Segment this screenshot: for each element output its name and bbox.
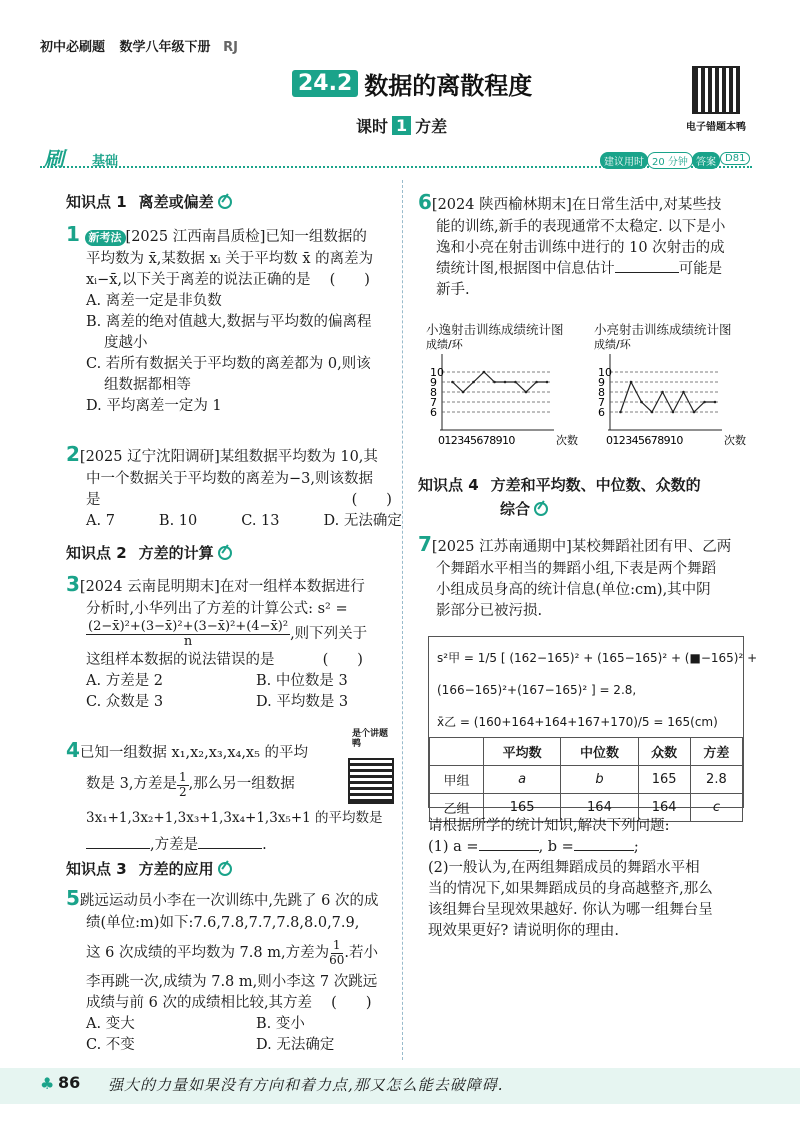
q4-blank-variance[interactable] — [198, 848, 262, 849]
table-header-cell: 平均数 — [484, 738, 561, 766]
q3-option-b[interactable]: B. 中位数是 3 — [256, 672, 348, 689]
q5-line: 这 6 次成绩的平均数为 7.8 m,方差为 — [86, 944, 330, 961]
data-point — [651, 411, 654, 414]
kp3-label: 知识点 3 — [66, 860, 127, 878]
q5-line: 跳远运动员小李在一次训练中,先跳了 6 次的成 — [79, 893, 379, 909]
y-tick-label: 7 — [598, 396, 605, 409]
q7-line: [2025 江苏南通期中]某校舞蹈社团有甲、乙两 — [431, 539, 732, 555]
q1-option-b[interactable]: B. 离差的绝对值越大,数据与平均数的偏离程 — [86, 314, 372, 331]
banner-brand: 刷 — [44, 147, 64, 171]
data-point — [451, 381, 454, 384]
lesson-title — [356, 114, 447, 137]
kp2-label: 知识点 2 — [66, 544, 127, 562]
q2-option-c[interactable]: C. 13 — [241, 513, 280, 530]
q7-number: 7 — [418, 532, 432, 556]
question-4: 4已知一组数据 x₁,x₂,x₃,x₄,x₅ 的平均 数是 3,方差是 $\frac{1}{2}$ ,那么另一组数据 3x₁+1,3x₂+1,3x₃+1,3x₄+1,3x₅+1 的平均数是 ,方差是 . — [66, 738, 383, 853]
q5-option-b[interactable]: B. 变小 — [256, 1016, 305, 1033]
q4-number: 4 — [66, 738, 80, 762]
book-header — [40, 36, 238, 55]
table-cell: 164 — [638, 794, 690, 822]
q5-number: 5 — [66, 886, 80, 910]
data-point — [546, 381, 549, 384]
y-tick-label: 9 — [598, 376, 605, 389]
qr-code-icon[interactable] — [348, 758, 394, 804]
q5-line: .若小 — [344, 944, 378, 961]
plant-icon: ♣ — [40, 1074, 55, 1093]
chart-xiaoliang — [590, 336, 755, 448]
table-cell: a — [484, 766, 561, 794]
kp1-title: 离差或偏差 — [138, 193, 214, 211]
page-number: 86 — [58, 1073, 81, 1092]
table-cell: 165 — [638, 766, 690, 794]
data-point — [672, 411, 675, 414]
q1-line: 平均数为 x̄,某数据 xᵢ 关于平均数 x̄ 的离差为 — [86, 251, 374, 267]
q7-line: 小组成员身高的统计信息(单位:cm),其中阴 — [436, 582, 711, 599]
x-tick-labels: 012345678910 — [438, 434, 515, 447]
table-header-cell: 众数 — [638, 738, 690, 766]
table-header-cell: 方差 — [690, 738, 742, 766]
x-tick-labels: 012345678910 — [606, 434, 683, 447]
q3-number: 3 — [66, 572, 80, 596]
question-5 — [66, 884, 378, 1056]
q6-line: 新手. — [436, 282, 470, 299]
q3-line: 分析时,小华列出了方差的计算公式: s² = — [86, 601, 348, 617]
banner-name: 基础 — [92, 154, 119, 169]
data-point — [514, 381, 517, 384]
data-point — [483, 371, 486, 374]
series-line — [621, 382, 716, 412]
y-axis-label: 成绩/环 — [594, 338, 631, 351]
data-point — [703, 401, 706, 404]
q2-option-d[interactable]: D. 无法确定 — [323, 513, 402, 530]
column-divider — [402, 180, 403, 1060]
q5-line: 绩(单位:m)如下:7.6,7.8,7.7,7.8,8.0,7.9, — [86, 915, 360, 931]
q1-option-c[interactable]: C. 若所有数据关于平均数的离差都为 0,则该 — [86, 356, 371, 373]
q7-line: 现效果更好? 请说明你的理由. — [428, 923, 619, 940]
data-point — [630, 381, 633, 384]
answer-label: 答案 — [692, 152, 720, 169]
q5-frac-den: 60 — [329, 952, 345, 967]
q7-line: (2)一般认为,在两组舞蹈成员的舞蹈水平相 — [428, 860, 700, 877]
q1-line: [2025 江西南昌质检]已知一组数据的 — [125, 229, 367, 245]
q3-line: ,则下列关于 — [290, 626, 368, 643]
q7-line: ; — [633, 839, 639, 856]
q3-option-a[interactable]: A. 方差是 2 — [86, 672, 164, 689]
qr-code-icon[interactable] — [692, 66, 740, 114]
x-axis-label: 次数 — [556, 434, 578, 447]
q5-option-d[interactable]: D. 无法确定 — [256, 1037, 335, 1054]
table-cell: 乙组 — [430, 794, 484, 822]
q2-option-a[interactable]: A. 7 — [86, 513, 115, 530]
time-value: 20 分钟 — [647, 152, 693, 169]
chart-1-title: 小逸射击训练成绩统计图 — [426, 322, 564, 337]
y-tick-label: 8 — [430, 386, 437, 399]
q5-option-a[interactable]: A. 变大 — [86, 1016, 135, 1033]
q1-line: xᵢ−x̄,以下关于离差的说法正确的是 ( ) — [86, 272, 370, 289]
q7-line: 当的情况下,如果舞蹈成员的身高越整齐,那么 — [428, 881, 713, 898]
chart-xiaoyi — [422, 336, 587, 448]
q1-number: 1 — [66, 222, 80, 246]
knowledge-point-3 — [66, 858, 232, 879]
q7-blank-b[interactable] — [574, 850, 634, 851]
q5-frac-num: 1 — [332, 938, 341, 953]
pen-circle-icon — [218, 862, 232, 876]
x-axis-label: 次数 — [724, 434, 746, 447]
table-header-cell — [430, 738, 484, 766]
chart-2-title: 小亮射击训练成绩统计图 — [594, 322, 732, 337]
data-point — [682, 391, 685, 394]
knowledge-point-2 — [66, 542, 232, 563]
q5-option-c[interactable]: C. 不变 — [86, 1037, 135, 1054]
question-2 — [66, 440, 402, 532]
q3-formula-denominator: n — [183, 634, 193, 650]
pen-circle-icon — [218, 546, 232, 560]
q6-number: 6 — [418, 190, 432, 214]
q1-option-b-cont: 度越小 — [104, 335, 148, 352]
q6-line: 可能是 — [678, 261, 723, 278]
q4-line: 3x₁+1,3x₂+1,3x₃+1,3x₄+1,3x₅+1 的平均数是 — [86, 810, 383, 826]
q6-answer-blank[interactable] — [615, 272, 679, 273]
q7-blank-a[interactable] — [479, 850, 539, 851]
y-axis-label: 成绩/环 — [426, 338, 463, 351]
data-point — [661, 391, 664, 394]
y-tick-label: 7 — [430, 396, 437, 409]
data-point — [693, 411, 696, 414]
data-point — [714, 401, 717, 404]
q3-formula-numerator: (2−x̄)²+(3−x̄)²+(3−x̄)²+(4−x̄)² — [88, 619, 289, 635]
q7-line: 请根据所学的统计知识,解决下列问题: — [428, 818, 670, 834]
y-tick-label: 8 — [598, 386, 605, 399]
section-number: 24.2 — [292, 70, 358, 97]
tutor-duck-label: 是个讲题鸭 — [352, 729, 389, 749]
table-cell: 164 — [561, 794, 638, 822]
data-point — [472, 381, 475, 384]
table-cell: b — [561, 766, 638, 794]
kp4-label: 知识点 4 — [418, 476, 479, 494]
question-6 — [418, 188, 725, 301]
qr-caption: 电子错题本鸭 — [686, 122, 746, 133]
q3-option-d[interactable]: D. 平均数是 3 — [256, 693, 349, 710]
data-point — [493, 381, 496, 384]
section-title — [292, 66, 532, 101]
q7-line: 个舞蹈水平相当的舞蹈小组,下表是两个舞蹈 — [436, 561, 717, 577]
kp2-title: 方差的计算 — [138, 544, 214, 562]
answer-page: D81 — [720, 152, 750, 165]
pen-circle-icon — [218, 195, 232, 209]
kp4-title-cont: 综合 — [500, 500, 531, 518]
q7-line: , b = — [538, 839, 574, 856]
q2-number: 2 — [66, 442, 80, 466]
table-header-cell: 中位数 — [561, 738, 638, 766]
book-subject: 数学八年级下册 — [119, 40, 211, 55]
table-header-row — [430, 738, 743, 766]
q1-option-d[interactable]: D. 平均离差一定为 1 — [86, 398, 222, 415]
q4-line: ,方差是 — [150, 836, 199, 853]
question-1 — [66, 220, 373, 417]
q4-frac-num: 1 — [178, 770, 187, 785]
question-3 — [66, 570, 367, 713]
new-method-badge: 新考法 — [85, 230, 126, 246]
q7-stats-table — [429, 737, 743, 822]
kp3-title: 方差的应用 — [138, 860, 214, 878]
q4-line: 已知一组数据 x₁,x₂,x₃,x₄,x₅ 的平均 — [79, 745, 309, 761]
y-tick-label: 6 — [430, 406, 437, 419]
kp4-title: 方差和平均数、中位数、众数的 — [490, 476, 701, 494]
knowledge-point-4 — [418, 474, 701, 495]
table-cell: 甲组 — [430, 766, 484, 794]
q6-line: 能的训练,新手的表现通常不太稳定. 以下是小 — [436, 219, 726, 235]
q1-option-c-cont: 组数据都相等 — [104, 377, 191, 394]
y-tick-label: 10 — [598, 366, 612, 379]
q4-line: 数是 3,方差是 — [86, 776, 177, 793]
pen-circle-icon — [534, 502, 548, 516]
time-label: 建议用时 — [600, 152, 648, 169]
q7-formula-mean: x̄乙 = (160+164+164+167+170)/5 = 165(cm) — [437, 715, 718, 729]
q6-line: [2024 陕西榆林期末]在日常生活中,对某些技 — [431, 197, 722, 213]
kp1-label: 知识点 1 — [66, 193, 127, 211]
footer-motto: 强大的力量如果没有方向和着力点,那又怎么能去破障碍. — [108, 1076, 504, 1094]
table-cell: 2.8 — [690, 766, 742, 794]
q7-formula-variance-cont: (166−165)²+(167−165)² ] = 2.8, — [437, 683, 637, 697]
q1-option-a[interactable]: A. 离差一定是非负数 — [86, 293, 222, 310]
q2-option-b[interactable]: B. 10 — [158, 513, 198, 530]
q7-line: 影部分已被污损. — [436, 603, 543, 620]
q6-line: 绩统计图,根据图中信息估计 — [436, 261, 615, 278]
q7-formula-variance: s²甲 = 1/5 [ (162−165)² + (165−165)² + (■−165)² + — [437, 651, 758, 665]
q4-frac-den: 2 — [178, 784, 187, 799]
section-name: 数据的离散程度 — [364, 72, 533, 100]
q7-line: (1) a = — [428, 839, 479, 856]
data-point — [619, 411, 622, 414]
data-point — [504, 381, 507, 384]
data-point — [535, 381, 538, 384]
lesson-name: 方差 — [415, 117, 448, 136]
table-cell: c — [690, 794, 742, 822]
q3-option-c[interactable]: C. 众数是 3 — [86, 693, 164, 710]
q7-tasks — [428, 816, 713, 942]
y-tick-label: 6 — [598, 406, 605, 419]
knowledge-point-4-cont — [500, 498, 548, 519]
q5-line: 李再跳一次,成绩为 7.8 m,则小李这 7 次跳远 — [86, 974, 378, 991]
q4-blank-mean[interactable] — [86, 848, 150, 849]
q2-line: [2025 辽宁沈阳调研]某组数据平均数为 10,其 — [79, 449, 378, 465]
book-title: 初中必刷题 — [40, 40, 106, 55]
q3-line: 这组样本数据的说法错误的是 ( ) — [86, 651, 363, 668]
q5-line: 成绩与前 6 次的成绩相比较,其方差 ( ) — [86, 995, 372, 1012]
data-point — [640, 401, 643, 404]
lesson-prefix: 课时 — [356, 117, 389, 136]
question-7 — [418, 530, 731, 622]
table-row — [430, 766, 743, 794]
knowledge-point-1 — [66, 191, 232, 212]
q2-line: 是 ( ) — [86, 492, 392, 509]
y-tick-label: 10 — [430, 366, 444, 379]
q6-line: 逸和小亮在射击训练中进行的 10 次射击的成 — [436, 240, 725, 257]
y-tick-label: 9 — [430, 376, 437, 389]
table-cell: 165 — [484, 794, 561, 822]
data-point — [525, 391, 528, 394]
book-edition: RJ — [223, 40, 238, 55]
q2-line: 中一个数据关于平均数的离差为−3,则该数据 — [86, 471, 373, 487]
q7-info-box — [428, 636, 758, 817]
lesson-number: 1 — [392, 116, 411, 135]
data-point — [462, 391, 465, 394]
q7-line: 该组舞台呈现效果越好. 你认为哪一组舞台呈 — [428, 902, 713, 919]
q4-line: ,那么另一组数据 — [188, 776, 295, 793]
q3-line: [2024 云南昆明期末]在对一组样本数据进行 — [79, 579, 365, 595]
